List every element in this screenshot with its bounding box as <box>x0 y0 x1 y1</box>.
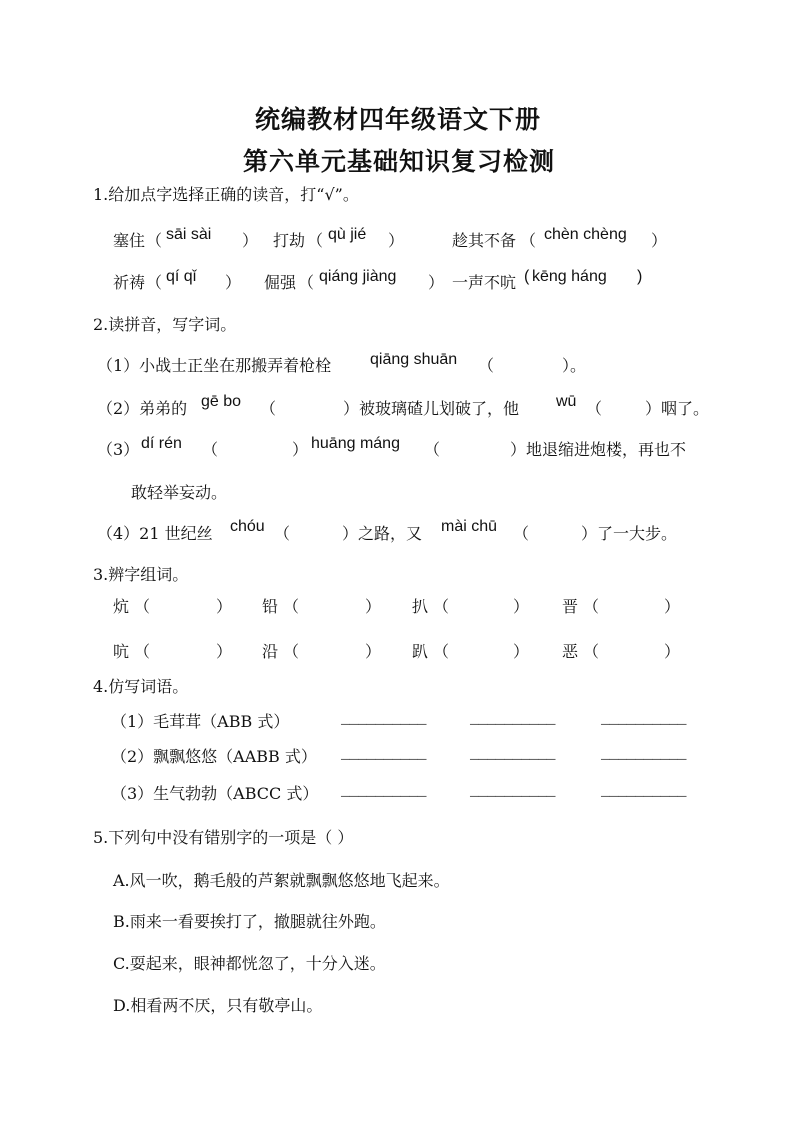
q1-item-close: ） <box>242 231 259 250</box>
q4-answer-line[interactable]: __________ <box>341 711 427 728</box>
q1-item-options: qù jié <box>328 226 367 243</box>
q1-item-word: 一声不吭 <box>452 273 517 292</box>
q1-item-close: ） <box>225 273 242 292</box>
q4-answer-line[interactable]: __________ <box>341 746 427 763</box>
q3-close: ） <box>664 597 681 616</box>
q3-character: 炕 <box>113 597 130 616</box>
q1-item-word: 倔强 <box>264 273 297 292</box>
q1-prompt: 1.给加点字选择正确的读音，打“√”。 <box>93 185 359 204</box>
q5-prompt: 5.下列句中没有错别字的一项是（ ） <box>93 828 354 847</box>
q4-answer-line[interactable]: __________ <box>470 783 556 800</box>
q2-sentence-1-open: （ <box>478 356 495 375</box>
q2-sentence-3-pinyin-2: huāng máng <box>311 435 400 452</box>
q3-close: ） <box>513 597 530 616</box>
q2-sentence-3-end: ）地退缩进炮楼，再也不 <box>510 440 687 459</box>
q4-answer-line[interactable]: __________ <box>601 783 687 800</box>
q4-answer-line[interactable]: __________ <box>341 783 427 800</box>
q2-sentence-3-pinyin: dí rén <box>141 435 182 452</box>
q5-option-c: C.耍起来，眼神都恍忽了，十分入迷。 <box>113 954 386 973</box>
q1-item-close: ） <box>428 273 445 292</box>
q1-item-options: kēng háng <box>532 268 607 285</box>
q1-item-options: sāi sài <box>166 226 212 243</box>
q3-character: 恶 <box>562 642 579 661</box>
q5-option-a: A.风一吹，鹅毛般的芦絮就飘飘悠悠地飞起来。 <box>113 871 450 890</box>
q2-sentence-2-open-2: （ <box>586 399 603 418</box>
q4-item: （3）生气勃勃（ABCC 式） <box>111 784 319 803</box>
q1-item-open: ( <box>524 268 530 285</box>
q2-sentence-4-end: ）了一大步。 <box>581 524 678 543</box>
q3-open: （ <box>583 597 600 616</box>
q1-item-word: 趁其不备 <box>452 231 517 250</box>
q1-item-close: ） <box>651 231 668 250</box>
q2-sentence-3-text: （3） <box>97 440 140 459</box>
q1-item-word: 打劫 <box>273 231 306 250</box>
q3-character: 扒 <box>412 597 429 616</box>
q1-item-word: 祈祷 <box>113 273 146 292</box>
q3-open: （ <box>134 642 151 661</box>
q4-answer-line[interactable]: __________ <box>470 746 556 763</box>
q1-item-open: （ <box>520 231 537 250</box>
q4-prompt: 4.仿写词语。 <box>93 677 189 696</box>
q1-item-close: ) <box>637 268 643 285</box>
q2-sentence-2-end: ）咽了。 <box>645 399 710 418</box>
q2-prompt: 2.读拼音，写字词。 <box>93 315 237 334</box>
q3-open: （ <box>583 642 600 661</box>
q3-character: 铅 <box>262 597 279 616</box>
q4-answer-line[interactable]: __________ <box>601 711 687 728</box>
q3-character: 吭 <box>113 642 130 661</box>
q2-sentence-4-text: （4）21 世纪丝 <box>97 524 213 543</box>
document-title-line1: 统编教材四年级语文下册 <box>255 105 542 134</box>
q2-sentence-4-pinyin-2: mài chū <box>441 518 498 535</box>
q1-item-open: （ <box>146 231 163 250</box>
q2-sentence-4-middle: ）之路，又 <box>342 524 423 543</box>
q1-item-options: qí qǐ <box>166 268 197 285</box>
q4-item: （1）毛茸茸（ABB 式） <box>111 712 290 731</box>
q3-close: ） <box>365 597 382 616</box>
q3-character: 晋 <box>562 597 579 616</box>
q4-answer-line[interactable]: __________ <box>601 746 687 763</box>
q2-sentence-2-pinyin-2: wū <box>556 393 577 410</box>
q1-item-options: chèn chèng <box>544 226 627 243</box>
q1-item-open: （ <box>146 273 163 292</box>
q3-character: 沿 <box>262 642 279 661</box>
q2-sentence-4-pinyin: chóu <box>230 518 265 535</box>
q5-option-d: D.相看两不厌，只有敬亭山。 <box>113 996 323 1015</box>
document-title-line2: 第六单元基础知识复习检测 <box>243 147 556 176</box>
q3-open: （ <box>283 597 300 616</box>
q2-sentence-1-text: （1）小战士正坐在那搬弄着枪栓 <box>97 356 332 375</box>
q3-close: ） <box>216 642 233 661</box>
q3-open: （ <box>433 642 450 661</box>
q1-item-word: 塞住 <box>113 231 146 250</box>
q2-sentence-4-open-2: （ <box>513 524 530 543</box>
q2-sentence-1-pinyin: qiāng shuān <box>370 351 458 368</box>
q3-close: ） <box>513 642 530 661</box>
q2-sentence-2-middle: ）被玻璃碴儿划破了，他 <box>343 399 520 418</box>
q2-sentence-1-close: ）。 <box>562 356 587 375</box>
q2-sentence-3-open-2: （ <box>424 440 441 459</box>
q1-item-close: ） <box>388 231 405 250</box>
q2-sentence-3-continuation: 敢轻举妄动。 <box>131 483 228 502</box>
q1-item-open: （ <box>298 273 315 292</box>
q2-sentence-2-text: （2）弟弟的 <box>97 399 188 418</box>
q4-item: （2）飘飘悠悠（AABB 式） <box>111 747 317 766</box>
q1-item-options: qiáng jiàng <box>319 268 397 285</box>
q3-open: （ <box>134 597 151 616</box>
q2-sentence-3-open: （ <box>202 440 219 459</box>
q3-close: ） <box>664 642 681 661</box>
q3-open: （ <box>433 597 450 616</box>
q3-close: ） <box>365 642 382 661</box>
q1-item-open: （ <box>307 231 324 250</box>
q2-sentence-3-close: ） <box>292 440 309 459</box>
q5-option-b: B.雨来一看要挨打了，撤腿就往外跑。 <box>113 912 386 931</box>
q3-close: ） <box>216 597 233 616</box>
q2-sentence-2-pinyin: gē bo <box>201 393 242 410</box>
q3-character: 趴 <box>412 642 429 661</box>
q4-answer-line[interactable]: __________ <box>470 711 556 728</box>
q3-open: （ <box>283 642 300 661</box>
q3-prompt: 3.辨字组词。 <box>93 565 189 584</box>
q2-sentence-4-open: （ <box>274 524 291 543</box>
q2-sentence-2-open: （ <box>260 399 277 418</box>
